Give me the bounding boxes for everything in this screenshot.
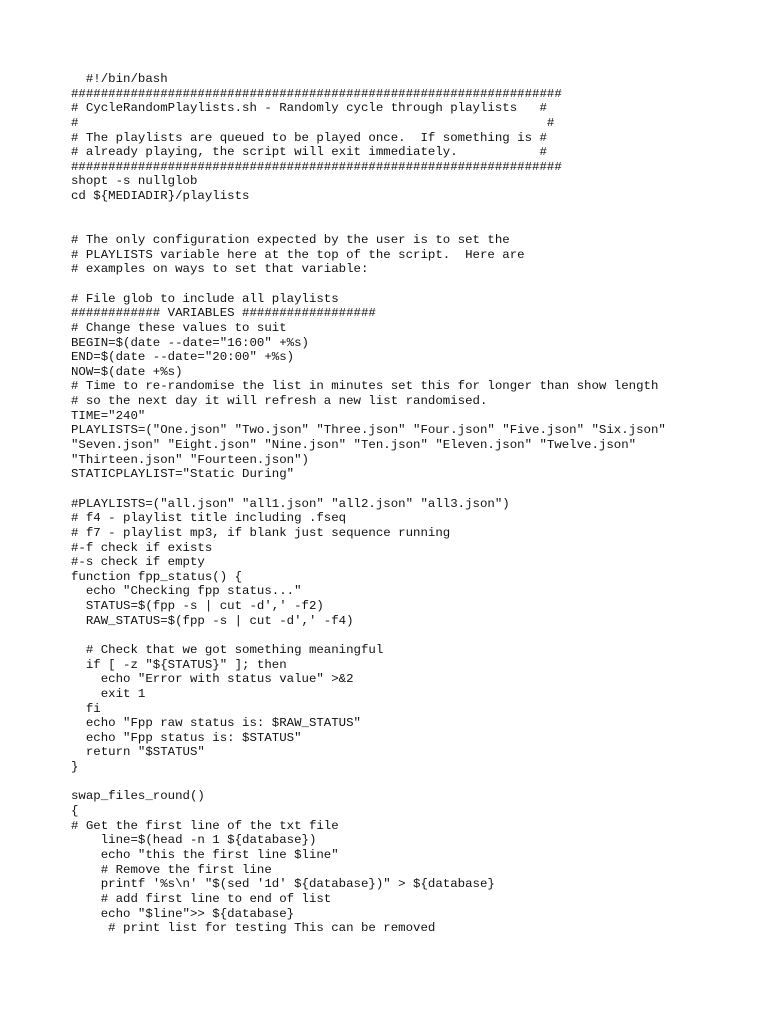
code-line <box>71 218 751 233</box>
code-line: PLAYLISTS=("One.json" "Two.json" "Three.json" "Four.json" "Five.json" "Six.json" <box>71 423 666 438</box>
code-line: "Thirteen.json" "Fourteen.json") <box>71 452 309 467</box>
code-line: # The only configuration expected by the user is to set the <box>71 233 510 248</box>
code-line: # PLAYLISTS variable here at the top of the script. Here are <box>71 247 525 262</box>
code-line: # add first line to end of list <box>71 891 332 906</box>
code-line: "Seven.json" "Eight.json" "Nine.json" "Ten.json" "Eleven.json" "Twelve.json" <box>71 438 637 453</box>
code-line: #PLAYLISTS=("all.json" "all1.json" "all2.json" "all3.json") <box>71 496 510 511</box>
code-line: NOW=$(date +%s) <box>71 364 183 379</box>
code-line: # examples on ways to set that variable: <box>71 262 369 277</box>
code-line <box>71 204 751 219</box>
code-line: echo "$line">> ${database} <box>71 906 295 921</box>
code-line: swap_files_round() <box>71 789 205 804</box>
code-line: } <box>71 760 79 775</box>
code-line: echo "Checking fpp status..." <box>71 584 302 599</box>
code-line: # Remove the first line <box>71 862 272 877</box>
code-line <box>71 482 751 497</box>
code-line: ############ VARIABLES ################## <box>71 306 376 321</box>
code-line: # Check that we got something meaningful <box>71 642 384 657</box>
code-line: # CycleRandomPlaylists.sh - Randomly cycle through playlists # <box>71 101 547 116</box>
code-line: STATUS=$(fpp -s | cut -d',' -f2) <box>71 599 324 614</box>
code-line: # The playlists are queued to be played once. If something is # <box>71 130 547 145</box>
code-line <box>71 775 751 790</box>
code-line: STATICPLAYLIST="Static During" <box>71 467 295 482</box>
code-line: if [ -z "${STATUS}" ]; then <box>71 657 287 672</box>
code-line: # f4 - playlist title including .fseq <box>71 511 347 526</box>
code-line: printf '%s\n' "$(sed '1d' ${database})" > ${database} <box>71 877 495 892</box>
code-line: exit 1 <box>71 686 146 701</box>
code-line: echo "this the first line $line" <box>71 847 339 862</box>
code-line: fi <box>71 701 101 716</box>
code-line: # print list for testing This can be removed <box>71 921 436 936</box>
code-line: END=$(date --date="20:00" +%s) <box>71 350 295 365</box>
code-line: { <box>71 804 79 819</box>
script-document <box>71 72 751 936</box>
code-line <box>71 628 751 643</box>
code-line: ################################################################## <box>71 159 562 174</box>
code-line: echo "Error with status value" >&2 <box>71 672 354 687</box>
code-line: #-f check if exists <box>71 540 213 555</box>
code-line: #!/bin/bash <box>71 72 168 86</box>
code-line: # Time to re-randomise the list in minutes set this for longer than show length <box>71 379 659 394</box>
code-line: # already playing, the script will exit immediately. # <box>71 145 547 160</box>
code-line: # File glob to include all playlists <box>71 291 339 306</box>
code-line <box>71 277 751 292</box>
code-line: RAW_STATUS=$(fpp -s | cut -d',' -f4) <box>71 613 354 628</box>
code-line: ################################################################## <box>71 86 562 101</box>
code-line: # f7 - playlist mp3, if blank just sequence running <box>71 525 451 540</box>
code-line: #-s check if empty <box>71 555 205 570</box>
code-line: echo "Fpp status is: $STATUS" <box>71 730 302 745</box>
code-line: return "$STATUS" <box>71 745 205 760</box>
code-line: cd ${MEDIADIR}/playlists <box>71 189 250 204</box>
code-line: TIME="240" <box>71 408 146 423</box>
code-line: # Change these values to suit <box>71 320 287 335</box>
code-line: shopt -s nullglob <box>71 174 198 189</box>
code-line: line=$(head -n 1 ${database}) <box>71 833 317 848</box>
code-line: # # <box>71 115 555 130</box>
code-line: echo "Fpp raw status is: $RAW_STATUS" <box>71 716 361 731</box>
code-line: # Get the first line of the txt file <box>71 818 339 833</box>
code-line: BEGIN=$(date --date="16:00" +%s) <box>71 335 309 350</box>
code-line: function fpp_status() { <box>71 569 243 584</box>
code-line: # so the next day it will refresh a new list randomised. <box>71 394 488 409</box>
